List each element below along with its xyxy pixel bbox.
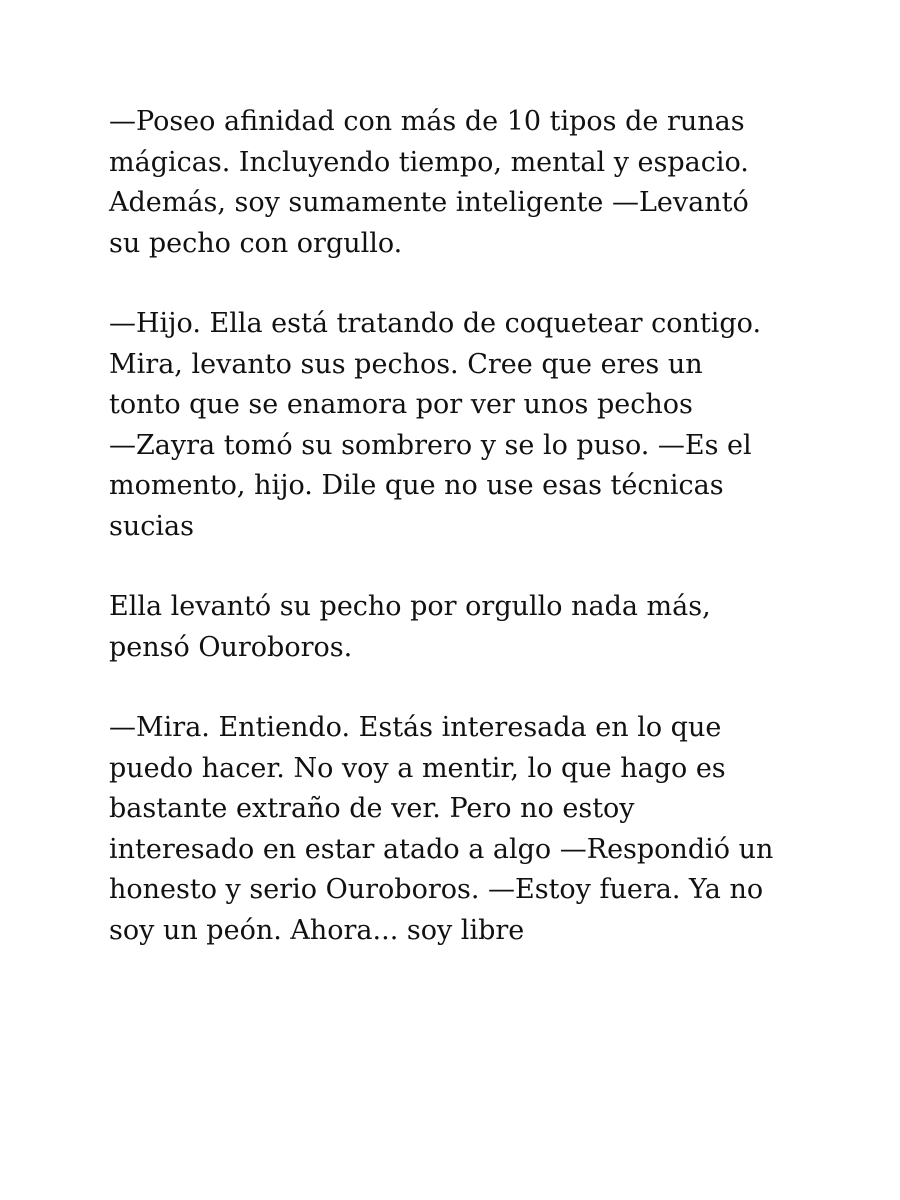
text-line: honesto y serio Ouroboros. —Estoy fuera. Ya no: [109, 874, 764, 905]
text-line: su pecho con orgullo.: [109, 227, 403, 259]
text-line: tonto que se enamora por ver unos pechos: [109, 389, 693, 420]
text-line: —Zayra tomó su sombrero y se lo puso. —Es el: [109, 429, 752, 461]
paragraph-2: [109, 304, 809, 547]
text-line: sucias: [109, 510, 194, 542]
text-line: puedo hacer. No voy a mentir, lo que hago es: [109, 752, 726, 784]
text-line: —Mira. Entiendo. Estás interesada en lo que: [109, 712, 722, 743]
paragraph-4: [109, 708, 809, 951]
text-line: Mira, levanto sus pechos. Cree que eres un: [109, 348, 703, 380]
text-line: soy un peón. Ahora... soy libre: [109, 914, 525, 946]
paragraph-1: [109, 102, 809, 264]
text-line: Ella levantó su pecho por orgullo nada más,: [109, 591, 711, 622]
paragraph-3: [109, 587, 809, 668]
document-page: [109, 102, 809, 991]
text-line: interesado en estar atado a algo —Respondió un: [109, 833, 774, 865]
text-line: Además, soy sumamente inteligente —Levantó: [109, 187, 749, 218]
text-line: bastante extraño de ver. Pero no estoy: [109, 793, 635, 824]
text-line: —Poseo afinidad con más de 10 tipos de runas: [109, 106, 745, 137]
text-line: mágicas. Incluyendo tiempo, mental y espacio.: [109, 146, 749, 178]
text-line: momento, hijo. Dile que no use esas técnicas: [109, 470, 724, 501]
text-line: —Hijo. Ella está tratando de coquetear contigo.: [109, 308, 762, 339]
text-line: pensó Ouroboros.: [109, 631, 353, 663]
